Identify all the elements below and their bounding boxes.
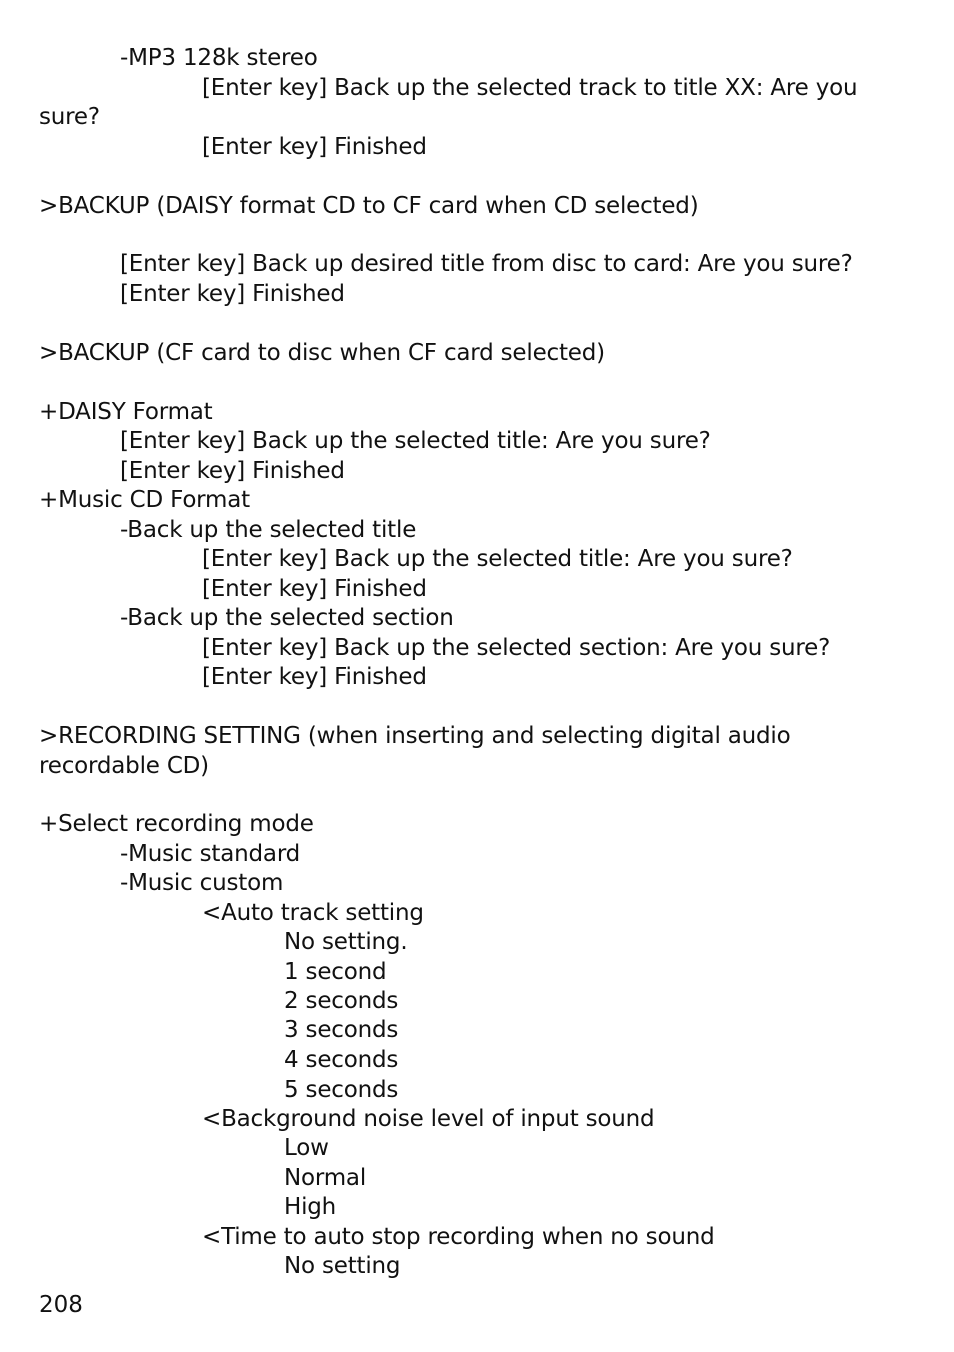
confirm-prompt-backup-title: [Enter key] Back up the selected title: Are you sure? — [120, 428, 711, 454]
submenu-item-backup-section: -Back up the selected section — [120, 605, 454, 631]
section-heading-backup-daisy-cd: >BACKUP (DAISY format CD to CF card when CD selected) — [39, 193, 699, 219]
setting-auto-stop-time: <Time to auto stop recording when no sound — [202, 1224, 715, 1250]
value-option: No setting — [284, 1253, 401, 1279]
confirm-prompt-continuation: sure? — [39, 104, 100, 130]
finished-step: [Enter key] Finished — [120, 281, 345, 307]
menu-item-daisy-format: +DAISY Format — [39, 399, 213, 425]
finished-step: [Enter key] Finished — [202, 134, 427, 160]
menu-item-music-cd-format: +Music CD Format — [39, 487, 250, 513]
finished-step: [Enter key] Finished — [202, 576, 427, 602]
value-option: No setting. — [284, 929, 408, 955]
confirm-prompt-backup-section: [Enter key] Back up the selected section: Are you sure? — [202, 635, 831, 661]
page-number: 208 — [39, 1292, 83, 1318]
setting-background-noise-level: <Background noise level of input sound — [202, 1106, 655, 1132]
value-option: 2 seconds — [284, 988, 399, 1014]
finished-step: [Enter key] Finished — [202, 664, 427, 690]
value-option: 5 seconds — [284, 1077, 399, 1103]
section-heading-recording-setting: >RECORDING SETTING (when inserting and selecting digital audio — [39, 723, 791, 749]
value-option: 3 seconds — [284, 1017, 399, 1043]
menu-item-select-recording-mode: +Select recording mode — [39, 811, 314, 837]
confirm-prompt-backup-track: [Enter key] Back up the selected track to title XX: Are you — [202, 75, 858, 101]
confirm-prompt-backup-title-disc: [Enter key] Back up desired title from disc to card: Are you sure? — [120, 251, 853, 277]
mode-option-music-custom: -Music custom — [120, 870, 284, 896]
value-option: 4 seconds — [284, 1047, 399, 1073]
value-option: Normal — [284, 1165, 367, 1191]
finished-step: [Enter key] Finished — [120, 458, 345, 484]
mode-option-music-standard: -Music standard — [120, 841, 301, 867]
section-heading-continuation: recordable CD) — [39, 753, 209, 779]
confirm-prompt-backup-title: [Enter key] Back up the selected title: Are you sure? — [202, 546, 793, 572]
value-option: Low — [284, 1135, 329, 1161]
value-option: 1 second — [284, 959, 387, 985]
value-option: High — [284, 1194, 337, 1220]
setting-auto-track: <Auto track setting — [202, 900, 424, 926]
section-heading-backup-cf-card: >BACKUP (CF card to disc when CF card selected) — [39, 340, 605, 366]
mode-option-mp3-128k-stereo: -MP3 128k stereo — [120, 45, 318, 71]
submenu-item-backup-title: -Back up the selected title — [120, 517, 417, 543]
